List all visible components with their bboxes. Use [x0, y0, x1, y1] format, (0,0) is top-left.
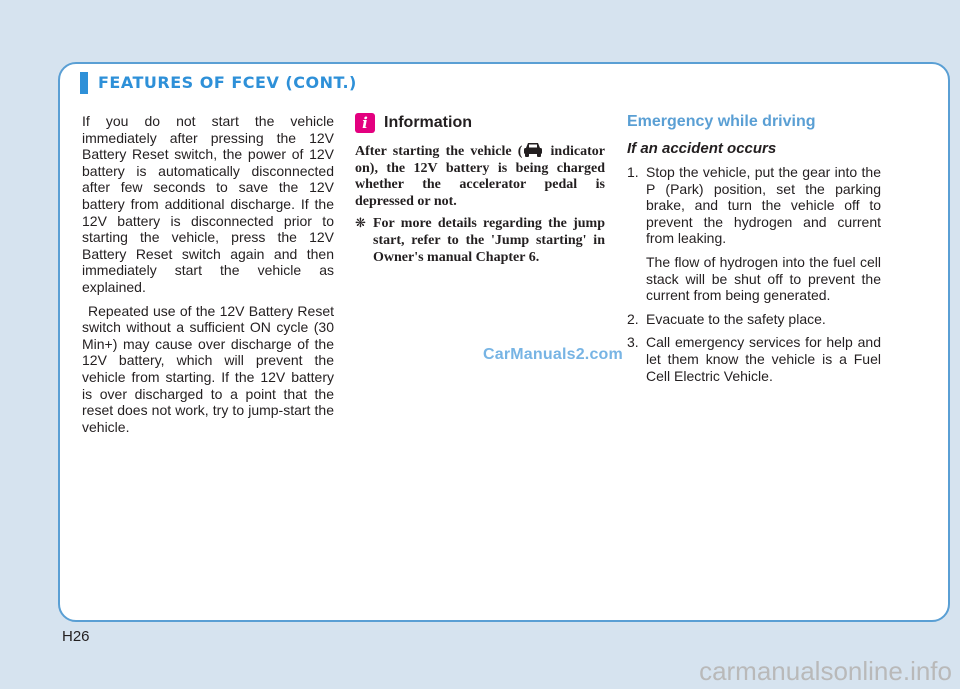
note-asterisk-icon: ❋ — [355, 216, 366, 232]
column-emergency — [627, 113, 881, 391]
information-icon: i — [355, 113, 375, 133]
information-paragraph — [355, 141, 605, 210]
list-item-text: Evacuate to the safety place. — [646, 310, 826, 327]
paragraph-repeated-use: Repeated use of the 12V Battery Reset switch without a sufficient ON cycle (30 Min+) may cause over discharge of the 12V battery, which will prevent the vehicle from starting. If the 12V battery is over discharged to a point that the reset does not work, try to jump-start the vehicle. — [82, 302, 334, 435]
section-title-emergency: Emergency while driving — [627, 113, 816, 130]
column-information — [355, 113, 605, 272]
information-header — [355, 113, 605, 133]
subtitle-accident: If an accident occurs — [627, 140, 777, 157]
list-item-continuation: The flow of hydrogen into the fuel cell stack will be shut off to prevent the current from being generated. — [646, 253, 881, 304]
site-watermark: carmanualsonline.info — [699, 656, 952, 686]
information-title: Information — [384, 114, 472, 131]
page-number: H26 — [62, 628, 90, 645]
column-left — [82, 113, 334, 442]
list-item-number: 1. — [627, 164, 639, 180]
list-item-text: Stop the vehicle, put the gear into the P (Park) position, set the parking brake, and turn the vehicle off to prevent the hydrogen and current from leaking. — [646, 164, 881, 247]
page-header-title: FEATURES OF FCEV (CONT.) — [98, 73, 357, 92]
watermark-carmanuals2: CarManuals2.com — [483, 346, 623, 363]
list-item-text: Call emergency services for help and let them know the vehicle is a Fuel Cell Electric Vehicle. — [646, 334, 881, 384]
list-item-number: 2. — [627, 310, 639, 327]
note-text: For more details regarding the jump start, refer to the 'Jump starting' in Owner's manual Chapter 6. — [373, 216, 605, 265]
list-item-number: 3. — [627, 334, 639, 351]
list-item — [627, 311, 881, 328]
information-text-start: After starting the vehicle ( — [355, 144, 523, 159]
list-item — [627, 164, 881, 247]
information-text-end: indicator on), the 12V battery is being charged whether the accelerator pedal is depressed or not. — [355, 144, 605, 209]
paragraph-reset-timeout: If you do not start the vehicle immediately after pressing the 12V Battery Reset switch, the power of 12V battery is automatically disconnected after few seconds to save the 12V battery from additional discharge. If the 12V battery is disconnected prior to starting the vehicle, press the 12V Battery Reset switch again and then immediately start the vehicle as explained. — [82, 113, 334, 295]
information-note — [355, 216, 605, 266]
ready-car-indicator-icon — [522, 141, 544, 159]
list-item — [627, 334, 881, 384]
header-accent-bar — [80, 72, 88, 94]
